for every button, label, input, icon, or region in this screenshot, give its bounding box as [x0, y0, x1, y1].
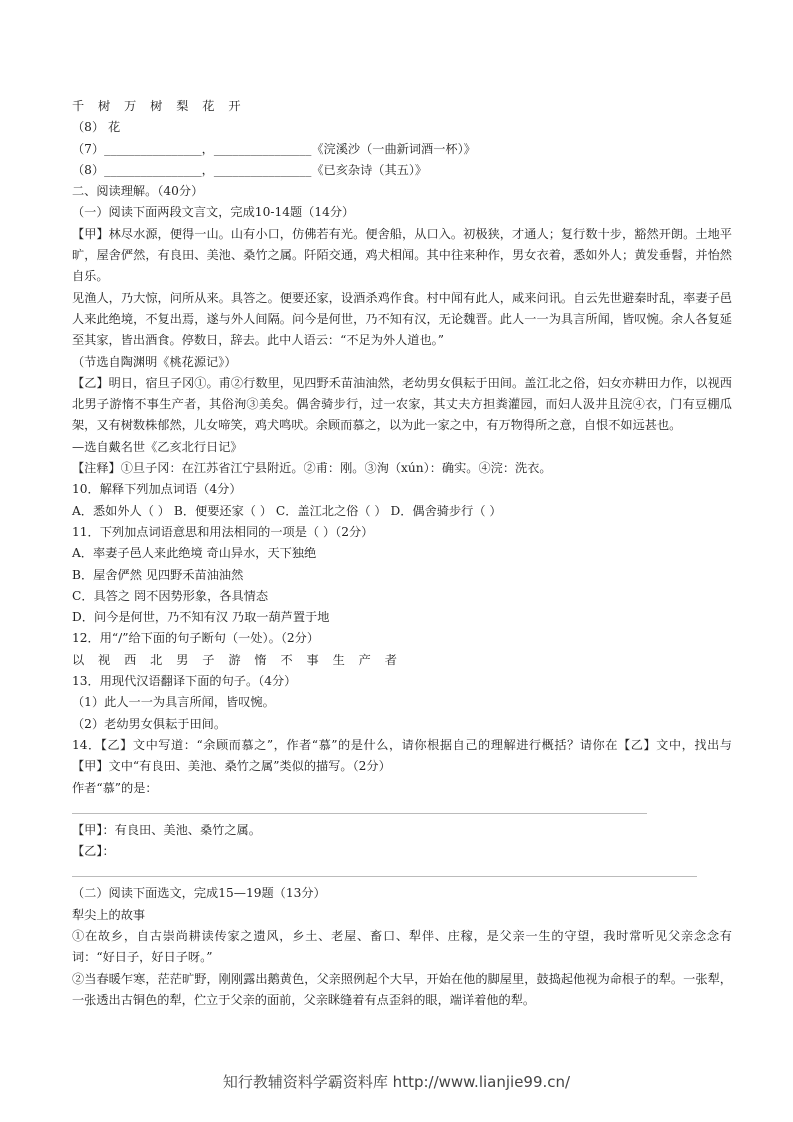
option-a: A．率妻子邑人来此绝境 奇山异水，天下独绝	[72, 546, 317, 561]
answer-rule	[72, 813, 647, 814]
question-10-options: A．悉如外人（ ） B．便要还家（ ） C．盖江北之俗（ ） D．偶舍骑步行（ ）	[72, 503, 502, 518]
answer-prompt: 作者“慕”的是：	[72, 780, 158, 795]
answer-yi: 【乙】：	[72, 844, 115, 859]
question-10: 10．解释下列加点词语（4分）	[72, 482, 242, 497]
question-14: 14．【乙】文中写道：“余顾而慕之”，作者“慕”的是什么，请你根据自己的理解进行概括？请你在【乙】文中，找出与【甲】文中“有良田、美池、桑竹之属”类似的描写。（2分）	[72, 737, 732, 774]
question-13: 13．用现代汉语翻译下面的句子。（4分）	[72, 674, 297, 689]
question-11: 11．下列加点词语意思和用法相同的一项是（ ）（2分）	[72, 524, 374, 539]
answer-jia: 【甲】：有良田、美池、桑竹之属。	[72, 822, 261, 837]
passage-yi: 【乙】明日，宿旦子冈①。甫②行数里，见四野禾苗油油然，老幼男女俱耘于田间。盖江北之俗，妇女亦耕田力作，以视西北男子游惰不事生产者，其俗洵③美矣。偶舍骑步行，过一农家，其丈夫方担粪灌园，而妇人汲井且浣④衣，门有豆棚瓜架，又有树数株郁然，儿女啼笑，鸡犬鸣吠。余顾而慕之，以为此一家之中，有万物得所之意，自恨不如远甚也。	[72, 375, 732, 433]
article-p1: ①在故乡，自古崇尚耕读传家之遗风，乡土、老屋、畜口、犁伴、庄稼，是父亲一生的守望，我时常听见父亲念念有词：“好日子，好日子呀。”	[72, 928, 732, 965]
question-13-2: （2）老幼男女俱耘于田间。	[72, 716, 227, 731]
article-p2: ②当春暖乍寒，茫茫旷野，刚刚露出鹅黄色，父亲照例起个大早，开始在他的脚屋里，鼓捣起他视为命根子的犁。一张犁，一张透出古铜色的犁，伫立于父亲的面前，父亲眯缝着有点歪斜的眼，端详着他的犁。	[72, 971, 732, 1007]
article-title: 犁尖上的故事	[72, 907, 146, 922]
section-heading: 二、阅读理解。（40分）	[72, 184, 204, 199]
poem-line: 千 树 万 树 梨 花 开	[72, 99, 246, 113]
document-page	[72, 96, 732, 1011]
passage-jia-p1: 【甲】林尽水源，便得一山。山有小口，仿佛若有光。便舍船，从口入。初极狭，才通人；复行数十步，豁然开朗。土地平旷，屋舍俨然，有良田、美池、桑竹之属。阡陌交通，鸡犬相闻。其中往来种作，男女衣着，悉如外人；黄发垂髫，并怡然自乐。	[72, 226, 732, 284]
option-d: D．问今是何世，乃不知有汉 乃取一葫芦置于地	[72, 610, 330, 625]
passage-source: —选自戴名世《乙亥北行日记》	[72, 439, 243, 454]
answer-line-8: （8） 花	[72, 120, 121, 135]
annotation: 【注释】①旦子冈：在江苏省江宁县附近。②甫：刚。③洵（xún）：确实。④浣：洗衣。	[72, 461, 552, 476]
question-fill-8: （8）________________，________________《已亥杂诗（其五）》	[72, 162, 428, 177]
subsection-heading-2: （二）阅读下面选文，完成15—19题（13分）	[72, 886, 326, 901]
option-c: C．具答之 罔不因势形象，各具情态	[72, 588, 269, 603]
question-13-1: （1）此人一一为具言所闻，皆叹惋。	[72, 695, 275, 710]
passage-source: （节选自陶渊明《桃花源记》）	[72, 354, 237, 369]
footer-watermark: 知行教辅资料学霸资料库 http://www.lianjie99.cn/	[222, 1073, 571, 1091]
question-fill-7: （7）________________，________________《浣溪沙（一曲新词酒一杯）》	[72, 141, 476, 156]
answer-space	[72, 799, 732, 807]
option-b: B．屋舍俨然 见四野禾苗油油然	[72, 567, 244, 582]
question-12: 12．用“/”给下面的句子断句（一处）。（2分）	[72, 631, 320, 646]
answer-rule	[72, 876, 697, 877]
passage-jia-p2: 见渔人，乃大惊，问所从来。具答之。便要还家，设酒杀鸡作食。村中闻有此人，咸来问讯。自云先世避秦时乱，率妻子邑人来此绝境，不复出焉，遂与外人间隔。问今是何世，乃不知有汉，无论魏晋。此人一一为具言所闻，皆叹惋。余人各复延至其家，皆出酒食。停数日，辞去。此中人语云：“不足为外人道也。”	[72, 290, 732, 348]
subsection-heading: （一）阅读下面两段文言文，完成10-14题（14分）	[72, 205, 355, 220]
sentence-to-punctuate: 以 视 西 北 男 子 游 惰 不 事 生 产 者	[72, 652, 402, 667]
answer-space	[72, 862, 732, 870]
